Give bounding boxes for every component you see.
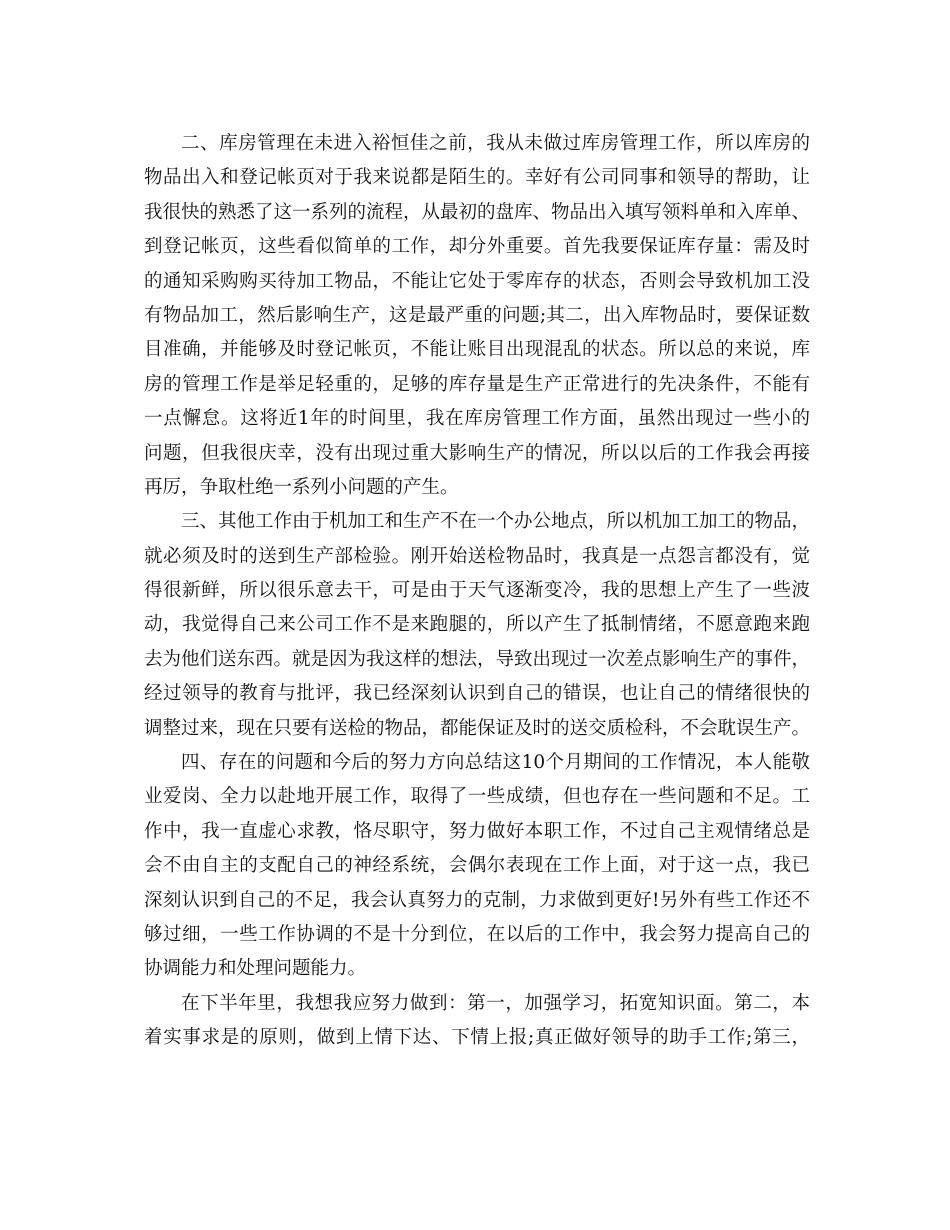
text-line: 问题，但我很庆幸，没有出现过重大影响生产的情况，所以以后的工作我会再接 <box>144 442 810 464</box>
text-line: 再厉，争取杜绝一系列小问题的产生。 <box>144 476 459 498</box>
text-line: 的通知采购购买待加工物品，不能让它处于零库存的状态，否则会导致机加工没 <box>144 270 810 292</box>
paragraph-problems-and-direction <box>144 746 810 987</box>
text-line: 一点懈怠。这将近1年的时间里，我在库房管理工作方面，虽然出现过一些小的 <box>144 408 810 430</box>
text-line: 调整过来，现在只要有送检的物品，都能保证及时的送交质检科，不会耽误生产。 <box>144 717 811 739</box>
text-line: 深刻认识到自己的不足，我会认真努力的克制，力求做到更好!另外有些工作还不 <box>144 889 810 911</box>
text-line: 目准确，并能够及时登记帐页，不能让账目出现混乱的状态。所以总的来说，库 <box>144 339 810 361</box>
text-line: 就必须及时的送到生产部检验。刚开始送检物品时，我真是一点怨言都没有，觉 <box>144 545 810 567</box>
text-line: 着实事求是的原则，做到上情下达、下情上报;真正做好领导的助手工作;第三， <box>144 1027 810 1049</box>
text-line: 作中，我一直虚心求教，恪尽职守，努力做好本职工作，不过自己主观情绪总是 <box>144 820 810 842</box>
text-line: 经过领导的教育与批评，我已经深刻认识到自己的错误，也让自己的情绪很快的 <box>144 683 810 705</box>
text-line: 我很快的熟悉了这一系列的流程，从最初的盘库、物品出入填写领料单和入库单、 <box>144 201 811 223</box>
text-line: 二、库房管理在未进入裕恒佳之前，我从未做过库房管理工作，所以库房的 <box>181 133 810 154</box>
text-line: 有物品加工，然后影响生产，这是最严重的问题;其二，出入库物品时，要保证数 <box>144 304 810 326</box>
text-line: 三、其他工作由于机加工和生产不在一个办公地点，所以机加工加工的物品， <box>181 511 811 533</box>
text-line: 在下半年里，我想我应努力做到：第一，加强学习，拓宽知识面。第二，本 <box>181 992 810 1014</box>
text-line: 会不由自主的支配自己的神经系统，会偶尔表现在工作上面，对于这一点，我已 <box>144 855 810 877</box>
text-line: 物品出入和登记帐页对于我来说都是陌生的。幸好有公司同事和领导的帮助，让 <box>144 167 810 189</box>
paragraph-warehouse-management <box>144 127 810 505</box>
paragraph-second-half-plan <box>144 987 810 1056</box>
text-line: 够过细，一些工作协调的不是十分到位，在以后的工作中，我会努力提高自己的 <box>144 923 810 945</box>
document-body <box>144 127 810 1056</box>
text-line: 动，我觉得自己来公司工作不是来跑腿的，所以产生了抵制情绪，不愿意跑来跑 <box>144 614 810 636</box>
text-line: 得很新鲜，所以很乐意去干，可是由于天气逐渐变冷，我的思想上产生了一些波 <box>144 580 810 602</box>
text-line: 业爱岗、全力以赴地开展工作，取得了一些成绩，但也存在一些问题和不足。工 <box>144 786 810 808</box>
text-line: 到登记帐页，这些看似简单的工作，却分外重要。首先我要保证库存量：需及时 <box>144 236 810 258</box>
text-line: 去为他们送东西。就是因为我这样的想法，导致出现过一次差点影响生产的事件， <box>144 648 811 670</box>
paragraph-other-work <box>144 505 810 746</box>
text-line: 四、存在的问题和今后的努力方向总结这10个月期间的工作情况，本人能敬 <box>181 752 810 774</box>
text-line: 房的管理工作是举足轻重的，足够的库存量是生产正常进行的先决条件，不能有 <box>144 373 810 395</box>
text-line: 协调能力和处理问题能力。 <box>144 958 367 980</box>
